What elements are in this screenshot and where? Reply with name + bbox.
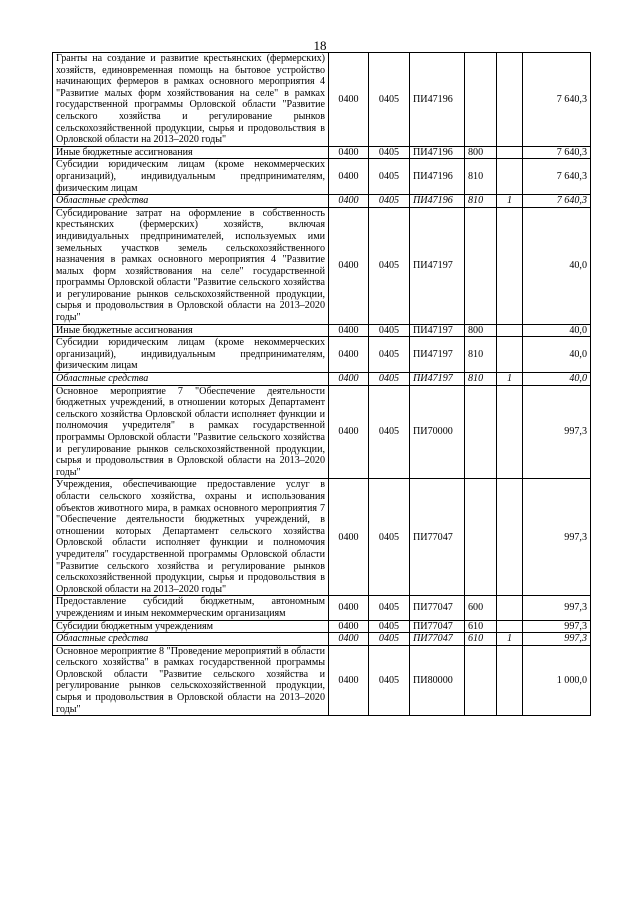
section-code: 0400 — [329, 195, 369, 208]
amount: 7 640,3 — [523, 159, 591, 195]
row-description: Областные средства — [53, 195, 329, 208]
target-article-code: ПИ47197 — [410, 373, 465, 386]
section-code: 0400 — [329, 596, 369, 620]
subsection-code: 0405 — [369, 195, 410, 208]
table-row — [53, 479, 591, 596]
row-description: Гранты на создание и развитие крестьянских (фермерских) хозяйств, единовременная помощь на бытовое устройство начинающих фермеров в рамках основного мероприятия 4 "Развитие малых форм хозяйствования на селе" в рамках государственной программы Орловской области "Развитие сельского хозяйства и регулирование рынков сельскохозяйственной продукции, сырья и продовольствия в Орловской области на 2013–2020 годы" — [53, 53, 329, 147]
amount: 7 640,3 — [523, 146, 591, 159]
row-description: Основное мероприятие 8 "Проведение мероприятий в области сельского хозяйства" в рамках государственной программы Орловской области "Развитие сельского хозяйства и регулирование рынков сельскохозяйственной продукции, сырья и продовольствия в Орловской области на 2013–2020 годы" — [53, 645, 329, 716]
amount: 997,3 — [523, 385, 591, 479]
expense-type-code — [465, 207, 497, 324]
expense-type-code: 810 — [465, 159, 497, 195]
funding-source-code — [497, 159, 523, 195]
row-description: Субсидирование затрат на оформление в собственность крестьянских (фермерских) хозяйств, включая индивидуальных предпринимателей, используемых ими земельных участков земель сельскохозяйственного назначения в рамках основного мероприятия 4 "Развитие малых форм хозяйствования на селе" государственной программы Орловской области "Развитие сельского хозяйства и регулирование рынков сельскохозяйственной продукции, сырья и продовольствия в Орловской области на 2013–2020 годы" — [53, 207, 329, 324]
expense-type-code — [465, 479, 497, 596]
table-row — [53, 373, 591, 386]
amount: 997,3 — [523, 620, 591, 633]
section-code: 0400 — [329, 633, 369, 646]
funding-source-code: 1 — [497, 195, 523, 208]
funding-source-code: 1 — [497, 373, 523, 386]
target-article-code: ПИ47197 — [410, 207, 465, 324]
funding-source-code — [497, 385, 523, 479]
section-code: 0400 — [329, 373, 369, 386]
row-description: Учреждения, обеспечивающие предоставление услуг в области сельского хозяйства, охраны и использования объектов животного мира, в рамках основного мероприятия 7 "Обеспечение деятельности бюджетных учреждений, в отношении которых Департамент сельского хозяйства Орловской области исполняет функции и полномочия учредителя" государственной программы Орловской области "Развитие сельского хозяйства и регулирование рынков сельскохозяйственной продукции, сырья и продовольствия в Орловской области на 2013–2020 годы" — [53, 479, 329, 596]
expense-type-code: 810 — [465, 337, 497, 373]
expense-type-code: 800 — [465, 146, 497, 159]
section-code: 0400 — [329, 385, 369, 479]
page-number: 18 — [313, 38, 327, 53]
target-article-code: ПИ70000 — [410, 385, 465, 479]
row-description: Основное мероприятие 7 "Обеспечение деятельности бюджетных учреждений, в отношении которых Департамент сельского хозяйства Орловской области исполняет функции и полномочия учредителя" в рамках государственной программы Орловской области "Развитие сельского хозяйства и регулирование рынков сельскохозяйственной продукции, сырья и продовольствия в Орловской области на 2013–2020 годы" — [53, 385, 329, 479]
table-row — [53, 53, 591, 147]
target-article-code: ПИ47196 — [410, 159, 465, 195]
table-row — [53, 195, 591, 208]
target-article-code: ПИ77047 — [410, 479, 465, 596]
amount: 7 640,3 — [523, 195, 591, 208]
section-code: 0400 — [329, 479, 369, 596]
section-code: 0400 — [329, 620, 369, 633]
target-article-code: ПИ47197 — [410, 324, 465, 337]
expense-type-code: 610 — [465, 633, 497, 646]
section-code: 0400 — [329, 207, 369, 324]
target-article-code: ПИ47197 — [410, 337, 465, 373]
subsection-code: 0405 — [369, 596, 410, 620]
funding-source-code — [497, 337, 523, 373]
funding-source-code — [497, 620, 523, 633]
row-description: Областные средства — [53, 373, 329, 386]
subsection-code: 0405 — [369, 159, 410, 195]
table-row — [53, 596, 591, 620]
subsection-code: 0405 — [369, 373, 410, 386]
section-code: 0400 — [329, 146, 369, 159]
table-row — [53, 207, 591, 324]
funding-source-code: 1 — [497, 633, 523, 646]
subsection-code: 0405 — [369, 337, 410, 373]
subsection-code: 0405 — [369, 633, 410, 646]
amount: 1 000,0 — [523, 645, 591, 716]
subsection-code: 0405 — [369, 385, 410, 479]
expense-type-code: 610 — [465, 620, 497, 633]
table-row — [53, 620, 591, 633]
amount: 40,0 — [523, 373, 591, 386]
funding-source-code — [497, 53, 523, 147]
amount: 997,3 — [523, 633, 591, 646]
table-row — [53, 385, 591, 479]
subsection-code: 0405 — [369, 645, 410, 716]
funding-source-code — [497, 207, 523, 324]
row-description: Предоставление субсидий бюджетным, автономным учреждениям и иным некоммерческим организациям — [53, 596, 329, 620]
funding-source-code — [497, 146, 523, 159]
subsection-code: 0405 — [369, 620, 410, 633]
row-description: Субсидии юридическим лицам (кроме некоммерческих организаций), индивидуальным предпринимателям, физическим лицам — [53, 337, 329, 373]
row-description: Иные бюджетные ассигнования — [53, 324, 329, 337]
target-article-code: ПИ77047 — [410, 633, 465, 646]
table-row — [53, 645, 591, 716]
row-description: Субсидии юридическим лицам (кроме некоммерческих организаций), индивидуальным предпринимателям, физическим лицам — [53, 159, 329, 195]
table-row — [53, 337, 591, 373]
target-article-code: ПИ80000 — [410, 645, 465, 716]
section-code: 0400 — [329, 337, 369, 373]
funding-source-code — [497, 596, 523, 620]
subsection-code: 0405 — [369, 479, 410, 596]
expense-type-code — [465, 53, 497, 147]
table-row — [53, 146, 591, 159]
row-description: Областные средства — [53, 633, 329, 646]
amount: 40,0 — [523, 337, 591, 373]
table-row — [53, 324, 591, 337]
target-article-code: ПИ77047 — [410, 620, 465, 633]
section-code: 0400 — [329, 324, 369, 337]
funding-source-code — [497, 645, 523, 716]
table-row — [53, 159, 591, 195]
funding-source-code — [497, 324, 523, 337]
expense-type-code: 800 — [465, 324, 497, 337]
budget-table — [52, 52, 591, 716]
subsection-code: 0405 — [369, 53, 410, 147]
section-code: 0400 — [329, 645, 369, 716]
expense-type-code — [465, 645, 497, 716]
amount: 40,0 — [523, 324, 591, 337]
target-article-code: ПИ47196 — [410, 146, 465, 159]
table-row — [53, 633, 591, 646]
expense-type-code — [465, 385, 497, 479]
table-body — [53, 53, 591, 716]
row-description: Иные бюджетные ассигнования — [53, 146, 329, 159]
funding-source-code — [497, 479, 523, 596]
row-description: Субсидии бюджетным учреждениям — [53, 620, 329, 633]
amount: 40,0 — [523, 207, 591, 324]
expense-type-code: 810 — [465, 195, 497, 208]
section-code: 0400 — [329, 159, 369, 195]
amount: 7 640,3 — [523, 53, 591, 147]
amount: 997,3 — [523, 596, 591, 620]
amount: 997,3 — [523, 479, 591, 596]
subsection-code: 0405 — [369, 324, 410, 337]
target-article-code: ПИ47196 — [410, 195, 465, 208]
target-article-code: ПИ47196 — [410, 53, 465, 147]
expense-type-code: 600 — [465, 596, 497, 620]
subsection-code: 0405 — [369, 207, 410, 324]
target-article-code: ПИ77047 — [410, 596, 465, 620]
expense-type-code: 810 — [465, 373, 497, 386]
subsection-code: 0405 — [369, 146, 410, 159]
section-code: 0400 — [329, 53, 369, 147]
